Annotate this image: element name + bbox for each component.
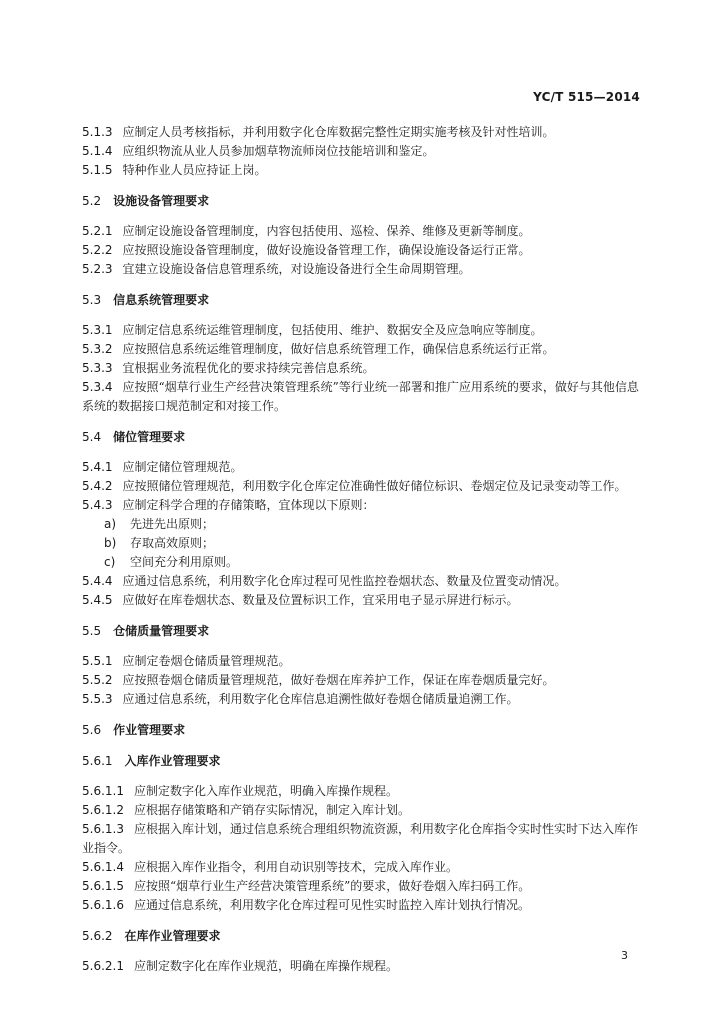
clause-text: 在库作业管理要求 xyxy=(124,929,221,943)
clause-text: 应根据入库作业指令，利用自动识别等技术，完成入库作业。 xyxy=(133,860,458,874)
clause-text: 特种作业人员应持证上岗。 xyxy=(122,163,267,177)
clause-item xyxy=(82,801,648,820)
clause-item xyxy=(82,378,648,416)
list-subitem xyxy=(82,515,648,534)
clause-item xyxy=(82,591,648,610)
clause-number: 5.6.1.4 xyxy=(82,860,124,874)
clause-number: a) xyxy=(104,517,117,531)
clause-item xyxy=(82,896,648,915)
clause-number: 5.4.3 xyxy=(82,498,113,512)
clause-text: 宜根据业务流程优化的要求持续完善信息系统。 xyxy=(122,361,375,375)
clause-item xyxy=(82,877,648,896)
clause-number: 5.2.2 xyxy=(82,243,113,257)
clause-number: 5.4 xyxy=(82,430,102,444)
clause-number: 5.5.3 xyxy=(82,692,113,706)
clause-text: 应制定人员考核指标，并利用数字化仓库数据完整性定期实施考核及针对性培训。 xyxy=(122,125,555,139)
clause-text: 作业管理要求 xyxy=(113,723,186,737)
clause-number: 5.3.1 xyxy=(82,323,113,337)
clause-text: 应制定数字化在库作业规范，明确在库操作规程。 xyxy=(133,959,398,973)
clause-number: 5.6.1.5 xyxy=(82,879,124,893)
clause-number: 5.2 xyxy=(82,194,102,208)
section-heading xyxy=(82,291,648,310)
clause-number: 5.1.4 xyxy=(82,144,113,158)
clause-item xyxy=(82,858,648,877)
clause-item xyxy=(82,652,648,671)
clause-number: 5.6.1 xyxy=(82,754,113,768)
clause-number: 5.5.1 xyxy=(82,654,113,668)
clause-text: 应通过信息系统，利用数字化仓库信息追溯性做好卷烟仓储质量追溯工作。 xyxy=(122,692,519,706)
clause-text: 应制定储位管理规范。 xyxy=(122,460,243,474)
section-heading xyxy=(82,428,648,447)
clause-number: 5.6 xyxy=(82,723,102,737)
clause-item xyxy=(82,782,648,801)
clause-number: 5.3.2 xyxy=(82,342,113,356)
clause-text: 信息系统管理要求 xyxy=(113,293,210,307)
clause-text: 应通过信息系统，利用数字化仓库过程可见性监控卷烟状态、数量及位置变动情况。 xyxy=(122,574,567,588)
clause-text: 设施设备管理要求 xyxy=(113,194,210,208)
clause-text: 应制定数字化入库作业规范，明确入库操作规程。 xyxy=(133,784,398,798)
clause-number: 5.4.5 xyxy=(82,593,113,607)
clause-number: 5.6.2 xyxy=(82,929,113,943)
document-body xyxy=(82,123,648,976)
clause-item xyxy=(82,222,648,241)
clause-item xyxy=(82,496,648,515)
clause-text: 应按照信息系统运维管理制度，做好信息系统管理工作，确保信息系统运行正常。 xyxy=(122,342,555,356)
clause-number: 5.6.1.2 xyxy=(82,803,124,817)
clause-item xyxy=(82,690,648,709)
clause-item xyxy=(82,123,648,142)
clause-item xyxy=(82,820,648,858)
clause-number: 5.4.1 xyxy=(82,460,113,474)
clause-text: 应按照设施设备管理制度，做好设施设备管理工作，确保设施设备运行正常。 xyxy=(122,243,531,257)
clause-text: 先进先出原则； xyxy=(130,517,215,531)
clause-number: b) xyxy=(104,536,117,550)
list-subitem xyxy=(82,553,648,572)
clause-text: 仓储质量管理要求 xyxy=(113,624,210,638)
section-heading xyxy=(82,192,648,211)
clause-text: 应制定卷烟仓储质量管理规范。 xyxy=(122,654,291,668)
clause-text: 应组织物流从业人员参加烟草物流师岗位技能培训和鉴定。 xyxy=(122,144,435,158)
clause-number: 5.4.4 xyxy=(82,574,113,588)
clause-text: 应制定信息系统运维管理制度，包括使用、维护、数据安全及应急响应等制度。 xyxy=(122,323,543,337)
clause-number: c) xyxy=(104,555,116,569)
section-heading xyxy=(82,721,648,740)
clause-item xyxy=(82,671,648,690)
clause-number: 5.5.2 xyxy=(82,673,113,687)
clause-number: 5.6.2.1 xyxy=(82,959,124,973)
clause-text: 应按照卷烟仓储质量管理规范，做好卷烟在库养护工作，保证在库卷烟质量完好。 xyxy=(122,673,555,687)
clause-item xyxy=(82,572,648,591)
clause-text: 应按照“烟草行业生产经营决策管理系统”的要求，做好卷烟入库扫码工作。 xyxy=(133,879,531,893)
clause-item xyxy=(82,260,648,279)
clause-text: 入库作业管理要求 xyxy=(124,754,221,768)
clause-item xyxy=(82,142,648,161)
clause-item xyxy=(82,477,648,496)
section-heading xyxy=(82,622,648,641)
clause-text: 空间充分利用原则。 xyxy=(130,555,239,569)
clause-text: 宜建立设施设备信息管理系统，对设施设备进行全生命周期管理。 xyxy=(122,262,471,276)
standard-code-header: YC/T 515—2014 xyxy=(533,90,640,104)
clause-item xyxy=(82,957,648,976)
clause-item xyxy=(82,340,648,359)
clause-text: 应根据存储策略和产销存实际情况，制定入库计划。 xyxy=(133,803,410,817)
list-subitem xyxy=(82,534,648,553)
clause-text: 储位管理要求 xyxy=(113,430,186,444)
clause-item xyxy=(82,359,648,378)
clause-number: 5.6.1.3 xyxy=(82,822,124,836)
clause-number: 5.6.1.6 xyxy=(82,898,124,912)
clause-number: 5.6.1.1 xyxy=(82,784,124,798)
clause-text: 应按照“烟草行业生产经营决策管理系统”等行业统一部署和推广应用系统的要求，做好与其他信息系统的数据接口规范制定和对接工作。 xyxy=(82,380,639,413)
clause-item xyxy=(82,161,648,180)
clause-number: 5.3 xyxy=(82,293,102,307)
clause-text: 应通过信息系统，利用数字化仓库过程可见性实时监控入库计划执行情况。 xyxy=(133,898,530,912)
clause-text: 应制定科学合理的存储策略，宜体现以下原则： xyxy=(122,498,375,512)
clause-text: 应制定设施设备管理制度，内容包括使用、巡检、保养、维修及更新等制度。 xyxy=(122,224,531,238)
clause-number: 5.3.4 xyxy=(82,380,113,394)
clause-text: 存取高效原则； xyxy=(130,536,215,550)
clause-text: 应根据入库计划，通过信息系统合理组织物流资源，利用数字化仓库指令实时性实时下达入库作业指令。 xyxy=(82,822,638,855)
clause-number: 5.2.3 xyxy=(82,262,113,276)
clause-item xyxy=(82,241,648,260)
clause-item xyxy=(82,458,648,477)
clause-item xyxy=(82,321,648,340)
clause-number: 5.3.3 xyxy=(82,361,113,375)
clause-number: 5.1.3 xyxy=(82,125,113,139)
clause-text: 应做好在库卷烟状态、数量及位置标识工作，宜采用电子显示屏进行标示。 xyxy=(122,593,519,607)
clause-number: 5.4.2 xyxy=(82,479,113,493)
clause-number: 5.5 xyxy=(82,624,102,638)
section-heading xyxy=(82,927,648,946)
clause-number: 5.2.1 xyxy=(82,224,113,238)
page-number: 3 xyxy=(621,949,628,962)
clause-text: 应按照储位管理规范，利用数字化仓库定位准确性做好储位标识、卷烟定位及记录变动等工作。 xyxy=(122,479,627,493)
section-heading xyxy=(82,752,648,771)
clause-number: 5.1.5 xyxy=(82,163,113,177)
